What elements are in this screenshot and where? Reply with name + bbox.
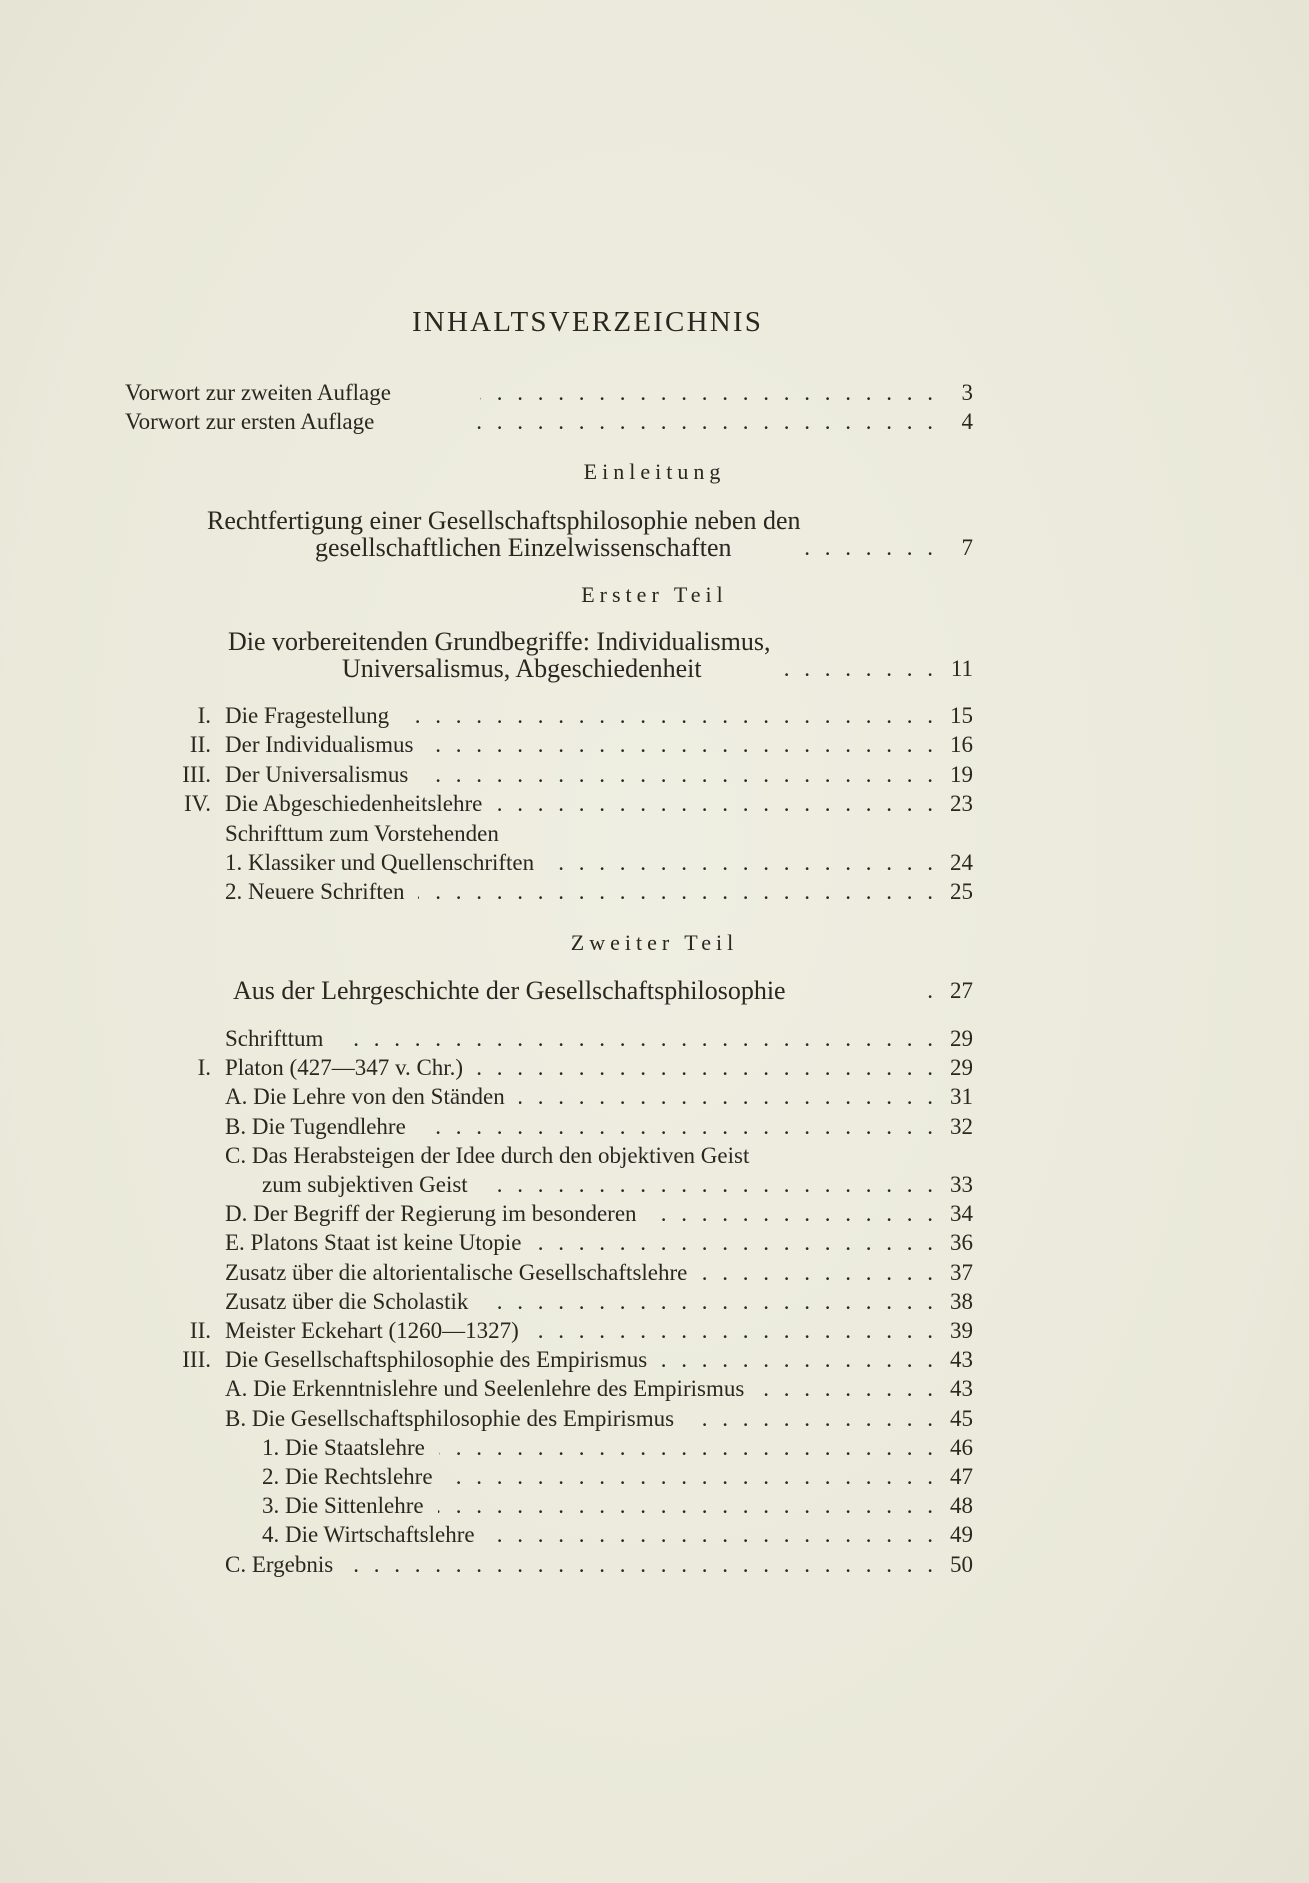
entry-text: Vorwort zur zweiten Auflage [125, 380, 391, 405]
entry-text: A. Die Erkenntnislehre und Seelenlehre des Empirismus [225, 1376, 745, 1402]
entry-text: A. Die Lehre von den Ständen [225, 1084, 505, 1110]
dot-leader [797, 533, 933, 563]
toc-entry[interactable] [125, 1112, 973, 1142]
toc-entry[interactable] [125, 848, 973, 878]
toc-entry[interactable] [125, 1345, 973, 1375]
dot-leader [533, 1316, 933, 1346]
dot-leader [480, 378, 933, 408]
section-heading-line: Rechtfertigung einer Gesellschaftsphilosophie neben den [207, 506, 801, 535]
entry-text: Die Gesellschaftsphilosophie des Empirismus [225, 1347, 648, 1373]
dot-leader [347, 1550, 933, 1580]
toc-entry[interactable] [125, 1520, 973, 1550]
dot-leader [438, 1491, 933, 1521]
dot-leader [496, 789, 933, 819]
dot-leader [651, 1199, 933, 1229]
part-heading-line: Die vorbereitenden Grundbegriffe: Individualismus, [228, 627, 771, 656]
toc-entry[interactable] [125, 1374, 973, 1404]
entry-text: Platon (427—347 v. Chr.) [225, 1055, 464, 1081]
entry-text: Die Fragestellung [225, 703, 390, 728]
page-number: 23 [950, 791, 973, 817]
toc-entry[interactable] [125, 819, 973, 849]
page-number: 45 [950, 1405, 973, 1431]
dot-leader [447, 1462, 933, 1492]
part-label-erster-teil: Erster Teil [581, 582, 728, 607]
page-number: 47 [950, 1464, 973, 1489]
entry-text: Meister Eckehart (1260—1327) [225, 1318, 519, 1343]
entry-text: B. Die Gesellschaftsphilosophie des Empirismus [225, 1405, 675, 1431]
part-label-zweiter-teil: Zweiter Teil [570, 930, 739, 955]
page-number: 38 [950, 1288, 973, 1314]
entry-text: 1. Klassiker und Quellenschriften [225, 850, 535, 875]
part-heading-line: Universalismus, Abgeschiedenheit [342, 654, 702, 683]
dot-leader [482, 1170, 933, 1200]
entry-text: Zusatz über die Scholastik [225, 1288, 469, 1314]
toc-entry[interactable] [125, 1433, 973, 1463]
toc-entry[interactable] [125, 1550, 973, 1580]
entry-text: E. Platons Staat ist keine Utopie [225, 1230, 522, 1256]
dot-leader [403, 701, 933, 731]
page-number: 4 [961, 409, 973, 434]
entry-text: B. Die Tugendlehre [225, 1113, 406, 1139]
page-number: 24 [950, 850, 973, 875]
entry-numeral: II. [189, 1318, 211, 1343]
section-label-einleitung: Einleitung [583, 459, 726, 484]
page-number: 29 [950, 1026, 973, 1051]
entry-text: C. Ergebnis [225, 1551, 334, 1577]
page-number: 3 [961, 380, 973, 405]
toc-entry[interactable] [125, 1170, 973, 1200]
toc-entry[interactable] [125, 1053, 973, 1083]
dot-leader [337, 1024, 933, 1054]
entry-text: 2. Neuere Schriften [225, 879, 405, 905]
dot-leader [465, 407, 933, 437]
page-number: 15 [950, 703, 973, 728]
dot-leader [701, 1258, 933, 1288]
toc-entry[interactable] [125, 1024, 973, 1054]
toc-entry[interactable] [125, 407, 973, 437]
toc-entry[interactable] [125, 789, 973, 819]
page-number: 39 [950, 1318, 973, 1343]
entry-text: Schrifttum zum Vorstehenden [225, 820, 499, 846]
dot-leader [661, 1345, 933, 1375]
dot-leader [427, 730, 933, 760]
entry-text: Der Individualismus [225, 732, 414, 758]
toc-entry[interactable] [125, 730, 973, 760]
entry-numeral: I. [197, 1055, 211, 1081]
toc-entry[interactable] [125, 1141, 973, 1171]
dot-leader [770, 654, 933, 684]
dot-leader [420, 1112, 933, 1142]
entry-text: 3. Die Sittenlehre [262, 1493, 424, 1519]
entry-text: 1. Die Staatslehre [262, 1434, 425, 1460]
entry-text: C. Das Herabsteigen der Idee durch den objektiven Geist [225, 1142, 750, 1168]
entry-text: Die Abgeschiedenheitslehre [225, 791, 483, 817]
entry-text: Vorwort zur ersten Auflage [125, 409, 375, 434]
page-number: 48 [950, 1493, 973, 1519]
dot-leader [439, 1433, 933, 1463]
page-number: 36 [950, 1230, 973, 1256]
dot-leader [422, 760, 933, 790]
toc-entry[interactable] [125, 1258, 973, 1288]
page-number: 43 [950, 1376, 973, 1402]
page-number: 31 [950, 1084, 973, 1110]
entry-text: Zusatz über die altorientalische Gesellschaftslehre [225, 1259, 688, 1285]
page-number: 32 [950, 1113, 973, 1139]
toc-entry[interactable] [125, 1199, 973, 1229]
toc-entry[interactable] [125, 1316, 973, 1346]
section-heading-line: gesellschaftlichen Einzelwissenschaften [315, 533, 732, 562]
entry-text: zum subjektiven Geist [262, 1172, 468, 1197]
dot-leader [418, 877, 933, 907]
entry-numeral: II. [189, 732, 211, 758]
toc-entry[interactable] [125, 1228, 973, 1258]
toc-entry[interactable] [125, 1491, 973, 1521]
toc-entry[interactable] [125, 1404, 973, 1434]
toc-entry[interactable] [125, 976, 973, 1006]
toc-entry[interactable] [125, 654, 973, 684]
page-number: 7 [961, 535, 973, 560]
dot-leader [548, 848, 933, 878]
toc-entry[interactable] [125, 1287, 973, 1317]
part-heading: Aus der Lehrgeschichte der Gesellschaftsphilosophie [233, 976, 786, 1005]
page-number: 27 [950, 978, 973, 1003]
entry-numeral: IV. [183, 791, 211, 817]
dot-leader [688, 1404, 933, 1434]
dot-leader [758, 1374, 933, 1404]
page-number: 49 [950, 1522, 973, 1548]
entry-numeral: I. [197, 703, 211, 728]
page-number: 29 [950, 1055, 973, 1081]
page-number: 19 [950, 761, 973, 787]
dot-leader [519, 1082, 933, 1112]
page-number: 46 [950, 1434, 973, 1460]
entry-text: Der Universalismus [225, 761, 409, 787]
entry-numeral: III. [182, 1347, 211, 1373]
dot-leader [477, 1053, 933, 1083]
page-number: 43 [950, 1347, 973, 1373]
dot-leader [482, 1287, 933, 1317]
dot-leader: . [927, 978, 933, 1003]
page-number: 34 [950, 1201, 973, 1227]
page-number: 11 [950, 656, 973, 681]
entry-text: D. Der Begriff der Regierung im besonderen [225, 1201, 637, 1227]
toc-entry[interactable] [125, 533, 973, 563]
page-number: 37 [950, 1259, 973, 1285]
page-number: 16 [950, 732, 973, 758]
page-number: 50 [950, 1551, 973, 1577]
entry-text: 4. Die Wirtschaftslehre [262, 1522, 475, 1548]
dot-leader [535, 1228, 933, 1258]
toc-entry[interactable] [125, 1462, 973, 1492]
toc-entry[interactable] [125, 701, 973, 731]
toc-entry[interactable] [125, 760, 973, 790]
toc-entry[interactable] [125, 877, 973, 907]
page-number: 25 [950, 879, 973, 905]
entry-text: 2. Die Rechtslehre [262, 1464, 433, 1489]
dot-leader [489, 1520, 933, 1550]
toc-entry[interactable] [125, 378, 973, 408]
page-number: 33 [950, 1172, 973, 1197]
page-title-text: INHALTSVERZEICHNIS [411, 306, 764, 338]
page-title [0, 306, 1309, 339]
toc-entry[interactable] [125, 1082, 973, 1112]
entry-text: Schrifttum [225, 1026, 324, 1051]
entry-numeral: III. [182, 761, 211, 787]
